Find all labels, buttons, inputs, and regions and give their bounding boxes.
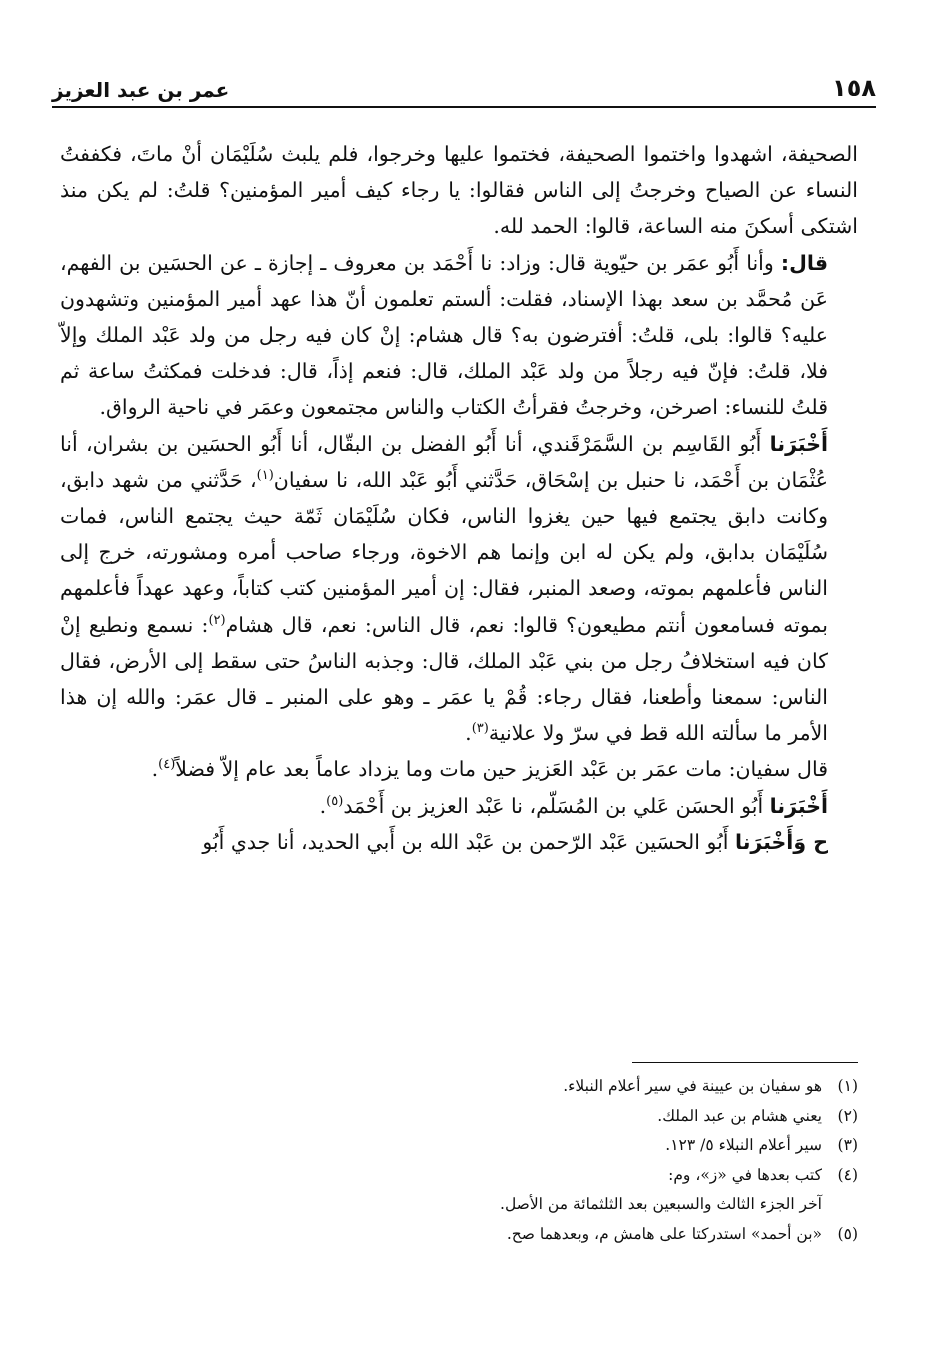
paragraph-5-keyword: أَخْبَرَنا <box>769 793 828 818</box>
footnote-number: (٢) <box>837 1106 858 1125</box>
footnote-number: (٤) <box>837 1165 858 1184</box>
footnote-text: يعني هشام بن عبد الملك. <box>657 1106 822 1125</box>
paragraph-5 <box>60 788 858 824</box>
footnote-text: «بن أحمد» استدركتا على هامش م، وبعدهما صح. <box>506 1224 822 1243</box>
paragraph-3-text-b: ، حَدَّثني من شهد دابق، وكانت دابق يجتمع فيها حين يغزوا الناس، فكان سُلَيْمَان ثَمّة حيث يجتمع الناس، فمات سُلَيْمَان بدابق، ولم يكن له ابن وإنما هم الاخوة، ورجاء صاحب أمره ومشورته، خرج إلى الناس فأعلمهم بموته، وصعد المنبر، فقال: إن أمير المؤمنين كتب كتاباً، وعهد عهداً فأعلمهم بموته فسامعون أنتم مطيعون؟ قالوا: نعم، قال الناس: نعم، قال هشام <box>60 467 828 637</box>
footnote-ref-3[interactable]: (٣) <box>471 721 489 737</box>
footnote-number: (٣) <box>837 1136 858 1154</box>
paragraph-4 <box>60 751 858 787</box>
footnote-1 <box>60 1072 858 1102</box>
paragraph-6 <box>60 824 858 860</box>
footnote-divider <box>632 1062 858 1063</box>
footnote-ref-4[interactable]: (٤) <box>158 757 176 773</box>
running-header <box>52 62 876 108</box>
paragraph-6-keyword: ح وَأَخْبَرَنا <box>735 829 828 854</box>
paragraph-6-text: أَبُو الحسَين عَبْد الرّحمن بن عَبْد الله بن أَبي الحديد، أنا جدي أَبُو <box>202 829 736 854</box>
paragraph-2 <box>60 245 858 426</box>
footnote-4 <box>60 1161 858 1191</box>
paragraph-5-end: . <box>319 793 327 818</box>
footnote-number: (١) <box>837 1077 858 1095</box>
paragraph-3-keyword: أَخْبَرَنا <box>769 431 828 456</box>
paragraph-2-text: وأنا أَبُو عمَر بن حيّوية قال: وزاد: نا أَحْمَد بن معروف ـ إجازة ـ عن الحسَين بن الفهم، عَن مُحمَّد بن سعد بهذا الإسناد، فقلت: ألستم تعلمون أنّ هذا عهد أمير المؤمنين وتشهدون عليه؟ قالوا: بلى، قلتُ: أفترضون به؟ قال هشام: إنْ كان فيه رجل من ولد عَبْد الملك وإلاّ فلا، قلتُ: فإنّ فيه رجلاً من ولد عَبْد الملك، قال: فنعم إذاً، قال: فدخلت فمكثتُ ساعة ثم قلتُ للنساء: اصرخن، وخرجتُ فقرأتُ الكتاب والناس مجتمعون وعمَر في ناحية الرواق. <box>60 250 828 420</box>
paragraph-1-text: الصحيفة، اشهدوا واختموا الصحيفة، فختموا عليها وخرجوا، فلم يلبث سُلَيْمَان أنْ ماتَ، فكففتُ النساء عن الصياح وخرجتُ إلى الناس فقالوا: يا رجاء كيف أمير المؤمنين؟ قلتُ: لم يكن منذ اشتكى أسكنَ منه الساعة، قالوا: الحمد لله. <box>60 142 858 239</box>
footnote-3 <box>60 1131 858 1161</box>
footnote-number: (٥) <box>837 1224 858 1243</box>
footnote-text: كتب بعدها في «ز»، وم: <box>668 1165 822 1184</box>
paragraph-4-end: . <box>151 757 159 782</box>
paragraph-5-text: أَبُو الحسَن عَلي بن المُسَلّم، نا عَبْد العزيز بن أَحْمَد <box>343 793 770 818</box>
footnote-2 <box>60 1102 858 1132</box>
book-title: عمر بن عبد العزيز <box>52 78 230 102</box>
footnotes <box>60 1072 858 1249</box>
footnote-ref-1[interactable]: (١) <box>256 468 274 483</box>
paragraph-4-text: قال سفيان: مات عمَر بن عَبْد العَزيز حين مات وما يزداد عاماً بعد عام إلاّ فضلاً <box>175 757 828 782</box>
paragraph-3-text-a: أَبُو القَاسِم بن السَّمَرْقَندي، أنا أَبُو الفضل بن البقّال، أنا أَبُو الحسَين بن بشران، أنا عُثْمَان بن أَحْمَد، نا حنبل بن إسْحَاق، حَدَّثني أَبُو عَبْد الله، نا سفيان <box>60 431 828 492</box>
footnote-ref-2[interactable]: (٢) <box>208 612 226 628</box>
main-text <box>60 136 858 860</box>
paragraph-1 <box>60 136 858 245</box>
footnote-text: هو سفيان بن عيينة في سير أعلام النبلاء. <box>563 1077 822 1095</box>
paragraph-3 <box>60 426 858 752</box>
footnote-5 <box>60 1220 858 1250</box>
footnote-text: سير أعلام النبلاء ٥/ ١٢٣. <box>665 1136 822 1154</box>
page-number: ١٥٨ <box>832 74 876 102</box>
paragraph-3-text-c: : نسمع ونطيع إنْ كان فيه استخلافُ رجل من بني عَبْد الملك، قال: وجذبه الناسُ حتى سقط إلى الأرض، فقال الناس: سمعنا وأطعنا، فقال رجاء: قُمْ يا عمَر ـ وهو على المنبر ـ قال عمَر: والله إن هذا الأمر ما سألته الله قط في سرّ ولا علانية <box>60 612 828 746</box>
footnote-ref-5[interactable]: (٥) <box>326 793 344 809</box>
footnote-4-continuation: آخر الجزء الثالث والسبعين بعد الثلثمائة من الأصل. <box>500 1195 822 1213</box>
paragraph-3-end: . <box>465 721 472 746</box>
paragraph-2-keyword: قال: <box>780 250 828 275</box>
